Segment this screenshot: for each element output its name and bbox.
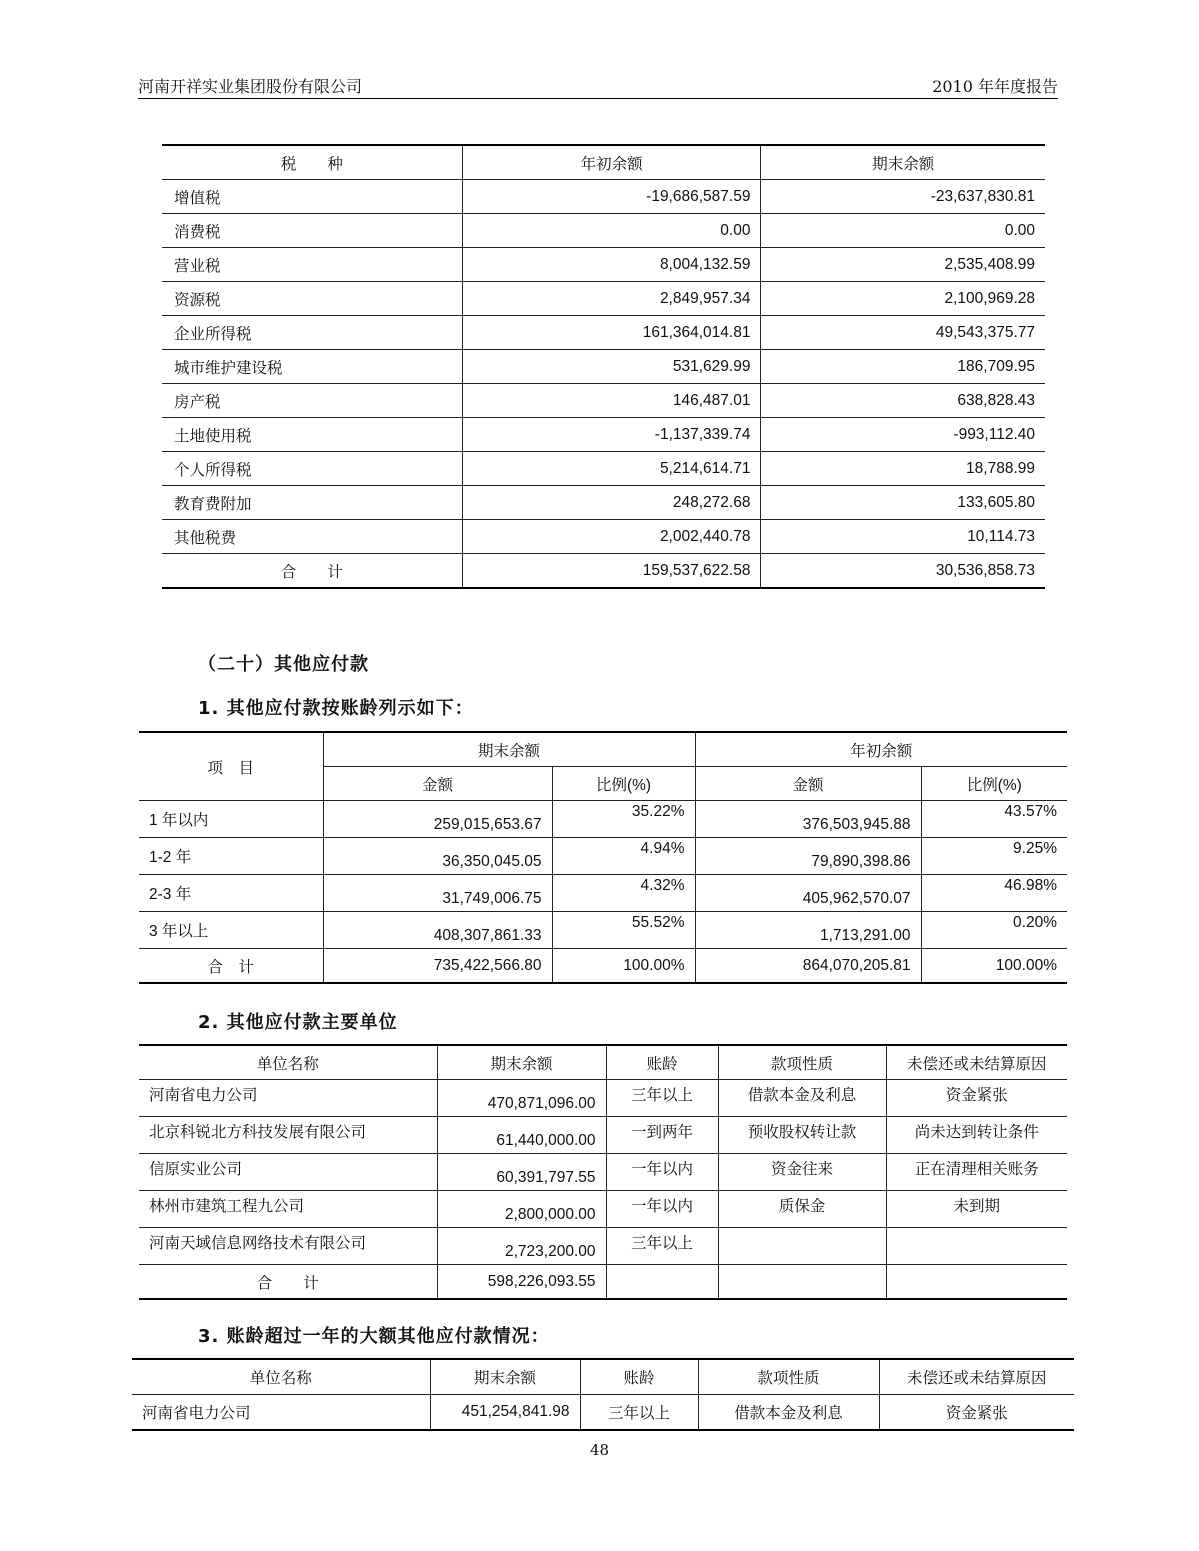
nature: 质保金 bbox=[718, 1191, 886, 1228]
table-row bbox=[162, 418, 1045, 452]
end-ratio: 35.22% bbox=[552, 801, 695, 838]
end-balance: 10,114.73 bbox=[761, 520, 1045, 554]
begin-amount: 79,890,398.86 bbox=[695, 838, 921, 875]
unit-name: 林州市建筑工程九公司 bbox=[139, 1191, 437, 1228]
nature: 预收股权转让款 bbox=[718, 1117, 886, 1154]
unit-name: 信原实业公司 bbox=[139, 1154, 437, 1191]
table-total-row bbox=[139, 949, 1067, 984]
begin-amount: 405,962,570.07 bbox=[695, 875, 921, 912]
end-amount: 2,800,000.00 bbox=[437, 1191, 606, 1228]
total-label: 合 计 bbox=[162, 554, 462, 589]
tax-name: 资源税 bbox=[162, 282, 462, 316]
reason: 未到期 bbox=[886, 1191, 1067, 1228]
reason: 尚未达到转让条件 bbox=[886, 1117, 1067, 1154]
table-row bbox=[162, 282, 1045, 316]
main-units-table bbox=[139, 1044, 1067, 1300]
subsection-title-1: 1. 其他应付款按账龄列示如下： bbox=[198, 698, 474, 719]
end-balance: 186,709.95 bbox=[761, 350, 1045, 384]
column-header: 项 目 bbox=[139, 732, 323, 801]
tax-name: 营业税 bbox=[162, 248, 462, 282]
empty-cell bbox=[718, 1265, 886, 1300]
nature: 借款本金及利息 bbox=[718, 1080, 886, 1117]
table-row bbox=[139, 1117, 1067, 1154]
end-ratio: 4.32% bbox=[552, 875, 695, 912]
end-balance: 2,100,969.28 bbox=[761, 282, 1045, 316]
unit-name: 河南省电力公司 bbox=[139, 1080, 437, 1117]
table-row bbox=[132, 1395, 1074, 1431]
end-amount: 470,871,096.00 bbox=[437, 1080, 606, 1117]
column-header: 款项性质 bbox=[698, 1359, 879, 1395]
table-row bbox=[139, 912, 1067, 949]
age: 三年以上 bbox=[606, 1228, 718, 1265]
table-total-row bbox=[139, 1265, 1067, 1300]
table-row bbox=[162, 452, 1045, 486]
end-balance: 638,828.43 bbox=[761, 384, 1045, 418]
begin-balance: -1,137,339.74 bbox=[462, 418, 761, 452]
column-header: 期末余额 bbox=[323, 732, 695, 767]
begin-amount: 1,713,291.00 bbox=[695, 912, 921, 949]
page-header bbox=[138, 72, 1058, 99]
company-name: 河南开祥实业集团股份有限公司 bbox=[138, 77, 363, 96]
tax-name: 其他税费 bbox=[162, 520, 462, 554]
tax-name: 企业所得税 bbox=[162, 316, 462, 350]
column-header: 账龄 bbox=[580, 1359, 698, 1395]
tax-name: 房产税 bbox=[162, 384, 462, 418]
large-payables-table bbox=[132, 1358, 1074, 1431]
end-ratio: 55.52% bbox=[552, 912, 695, 949]
subsection-title-3: 3. 账龄超过一年的大额其他应付款情况： bbox=[198, 1326, 550, 1347]
begin-balance: 0.00 bbox=[462, 214, 761, 248]
empty-cell bbox=[886, 1265, 1067, 1300]
table-row bbox=[162, 248, 1045, 282]
column-header: 金额 bbox=[695, 767, 921, 801]
column-header: 未偿还或未结算原因 bbox=[879, 1359, 1074, 1395]
table-row bbox=[162, 180, 1045, 214]
table-row bbox=[139, 801, 1067, 838]
total-end-amount: 735,422,566.80 bbox=[323, 949, 552, 984]
nature: 资金往来 bbox=[718, 1154, 886, 1191]
reason: 正在清理相关账务 bbox=[886, 1154, 1067, 1191]
total-amount: 598,226,093.55 bbox=[437, 1265, 606, 1300]
page-number: 48 bbox=[589, 1441, 610, 1459]
nature bbox=[718, 1228, 886, 1265]
end-balance: 0.00 bbox=[761, 214, 1045, 248]
table-header-row bbox=[139, 1045, 1067, 1080]
section-title: （二十）其他应付款 bbox=[198, 654, 369, 675]
age: 三年以上 bbox=[580, 1395, 698, 1431]
nature: 借款本金及利息 bbox=[698, 1395, 879, 1431]
column-header: 金额 bbox=[323, 767, 552, 801]
report-title: 2010 年年度报告 bbox=[932, 77, 1058, 96]
table-row bbox=[139, 875, 1067, 912]
begin-amount: 376,503,945.88 bbox=[695, 801, 921, 838]
table-header-row bbox=[132, 1359, 1074, 1395]
total-end-ratio: 100.00% bbox=[552, 949, 695, 984]
column-header: 款项性质 bbox=[718, 1045, 886, 1080]
begin-balance: 531,629.99 bbox=[462, 350, 761, 384]
column-header: 单位名称 bbox=[139, 1045, 437, 1080]
column-header: 单位名称 bbox=[132, 1359, 430, 1395]
tax-name: 教育费附加 bbox=[162, 486, 462, 520]
begin-ratio: 46.98% bbox=[921, 875, 1067, 912]
tax-name: 消费税 bbox=[162, 214, 462, 248]
end-amount: 61,440,000.00 bbox=[437, 1117, 606, 1154]
column-header: 期末余额 bbox=[430, 1359, 580, 1395]
begin-balance: 248,272.68 bbox=[462, 486, 761, 520]
begin-ratio: 9.25% bbox=[921, 838, 1067, 875]
empty-cell bbox=[606, 1265, 718, 1300]
column-header: 税 种 bbox=[162, 145, 462, 180]
column-header: 未偿还或未结算原因 bbox=[886, 1045, 1067, 1080]
table-row bbox=[162, 520, 1045, 554]
unit-name: 河南天域信息网络技术有限公司 bbox=[139, 1228, 437, 1265]
total-begin-ratio: 100.00% bbox=[921, 949, 1067, 984]
total-label: 合 计 bbox=[139, 949, 323, 984]
tax-name: 城市维护建设税 bbox=[162, 350, 462, 384]
subsection-title-2: 2. 其他应付款主要单位 bbox=[198, 1012, 398, 1033]
table-row bbox=[139, 1154, 1067, 1191]
column-header: 账龄 bbox=[606, 1045, 718, 1080]
age: 一年以内 bbox=[606, 1191, 718, 1228]
end-balance: -23,637,830.81 bbox=[761, 180, 1045, 214]
begin-ratio: 0.20% bbox=[921, 912, 1067, 949]
end-balance: 133,605.80 bbox=[761, 486, 1045, 520]
begin-balance: 2,849,957.34 bbox=[462, 282, 761, 316]
column-header: 比例(%) bbox=[921, 767, 1067, 801]
end-ratio: 4.94% bbox=[552, 838, 695, 875]
begin-balance: 161,364,014.81 bbox=[462, 316, 761, 350]
end-amount: 31,749,006.75 bbox=[323, 875, 552, 912]
begin-balance: 5,214,614.71 bbox=[462, 452, 761, 486]
table-row bbox=[139, 1228, 1067, 1265]
table-row bbox=[162, 486, 1045, 520]
age-item: 1 年以内 bbox=[139, 801, 323, 838]
reason: 资金紧张 bbox=[886, 1080, 1067, 1117]
column-header: 期末余额 bbox=[761, 145, 1045, 180]
begin-balance: 146,487.01 bbox=[462, 384, 761, 418]
table-row bbox=[139, 1080, 1067, 1117]
end-balance: -993,112.40 bbox=[761, 418, 1045, 452]
begin-balance: 8,004,132.59 bbox=[462, 248, 761, 282]
tax-name: 个人所得税 bbox=[162, 452, 462, 486]
age-item: 3 年以上 bbox=[139, 912, 323, 949]
table-row bbox=[139, 1191, 1067, 1228]
total-begin: 159,537,622.58 bbox=[462, 554, 761, 589]
table-row bbox=[162, 350, 1045, 384]
table-total-row bbox=[162, 554, 1045, 589]
column-header: 年初余额 bbox=[462, 145, 761, 180]
table-header-row bbox=[139, 732, 1067, 767]
end-amount: 2,723,200.00 bbox=[437, 1228, 606, 1265]
tax-table bbox=[162, 144, 1045, 589]
age-item: 1-2 年 bbox=[139, 838, 323, 875]
end-balance: 2,535,408.99 bbox=[761, 248, 1045, 282]
tax-name: 土地使用税 bbox=[162, 418, 462, 452]
reason: 资金紧张 bbox=[879, 1395, 1074, 1431]
end-amount: 36,350,045.05 bbox=[323, 838, 552, 875]
end-amount: 60,391,797.55 bbox=[437, 1154, 606, 1191]
table-row bbox=[162, 384, 1045, 418]
age: 一年以内 bbox=[606, 1154, 718, 1191]
table-row bbox=[162, 214, 1045, 248]
column-header: 期末余额 bbox=[437, 1045, 606, 1080]
age: 三年以上 bbox=[606, 1080, 718, 1117]
total-end: 30,536,858.73 bbox=[761, 554, 1045, 589]
table-header-row bbox=[162, 145, 1045, 180]
end-balance: 18,788.99 bbox=[761, 452, 1045, 486]
age-item: 2-3 年 bbox=[139, 875, 323, 912]
age: 一到两年 bbox=[606, 1117, 718, 1154]
unit-name: 河南省电力公司 bbox=[132, 1395, 430, 1431]
end-amount: 259,015,653.67 bbox=[323, 801, 552, 838]
end-amount: 408,307,861.33 bbox=[323, 912, 552, 949]
end-amount: 451,254,841.98 bbox=[430, 1395, 580, 1431]
begin-balance: -19,686,587.59 bbox=[462, 180, 761, 214]
total-begin-amount: 864,070,205.81 bbox=[695, 949, 921, 984]
table-row bbox=[162, 316, 1045, 350]
aging-table bbox=[139, 731, 1067, 984]
table-row bbox=[139, 838, 1067, 875]
column-header: 年初余额 bbox=[695, 732, 1067, 767]
begin-ratio: 43.57% bbox=[921, 801, 1067, 838]
total-label: 合 计 bbox=[139, 1265, 437, 1300]
reason bbox=[886, 1228, 1067, 1265]
column-header: 比例(%) bbox=[552, 767, 695, 801]
tax-name: 增值税 bbox=[162, 180, 462, 214]
unit-name: 北京科锐北方科技发展有限公司 bbox=[139, 1117, 437, 1154]
end-balance: 49,543,375.77 bbox=[761, 316, 1045, 350]
begin-balance: 2,002,440.78 bbox=[462, 520, 761, 554]
